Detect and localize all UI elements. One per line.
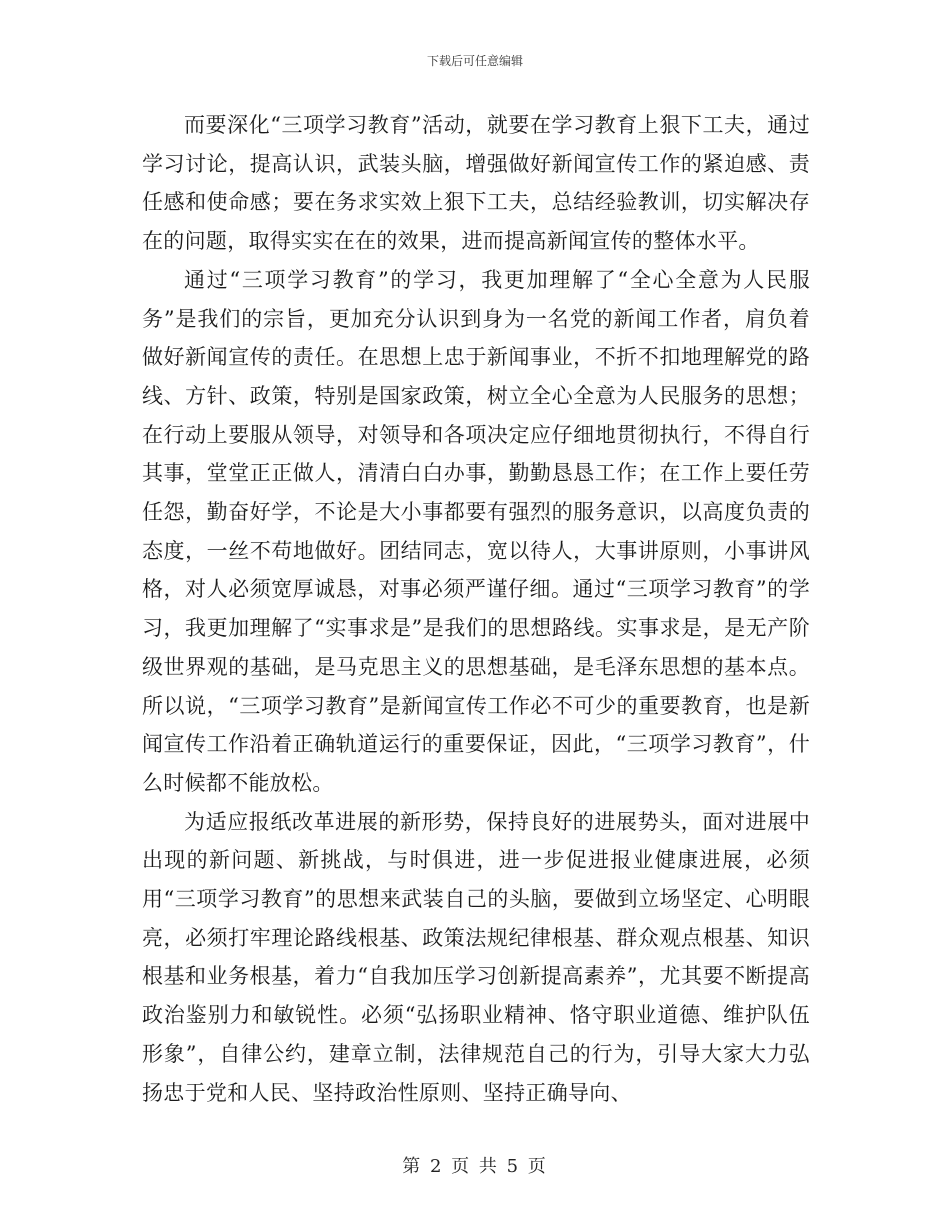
- page-header-note: 下载后可任意编辑: [426, 54, 523, 68]
- paragraph-2: 通过“三项学习教育”的学习，我更加理解了“全心全意为人民服务”是我们的宗旨，更加充分认识到身为一名党的新闻工作者，肩负着做好新闻宣传的责任。在思想上忠于新闻事业，不折不扣地理解党的路线、方针、政策，特别是国家政策，树立全心全意为人民服务的思想；在行动上要服从领导，对领导和各项决定应仔细地贯彻执行，不得自行其事，堂堂正正做人，清清白白办事，勤勤恳恳工作；在工作上要任劳任怨，勤奋好学，不论是大小事都要有强烈的服务意识，以高度负责的态度，一丝不苟地做好。团结同志，宽以待人，大事讲原则，小事讲风格，对人必须宽厚诚恳，对事必须严谨仔细。通过“三项学习教育”的学习，我更加理解了“实事求是”是我们的思想路线。实事求是，是无产阶级世界观的基础，是马克思主义的思想基础，是毛泽东思想的基本点。所以说，“三项学习教育”是新闻宣传工作必不可少的重要教育，也是新闻宣传工作沿着正确轨道运行的重要保证，因此，“三项学习教育”，什么时候都不能放松。: [142, 267, 810, 795]
- paragraph-3: 为适应报纸改革进展的新形势，保持良好的进展势头，面对进展中出现的新问题、新挑战，与时俱进，进一步促进报业健康进展，必须用“三项学习教育”的思想来武装自己的头脑，要做到立场坚定、心明眼亮，必须打牢理论路线根基、政策法规纪律根基、群众观点根基、知识根基和业务根基，着力“自我加压学习创新提高素养”，尤其要不断提高政治鉴别力和敏锐性。必须“弘扬职业精神、恪守职业道德、维护队伍形象”，自律公约，建章立制，法律规范自己的行为，引导大家大力弘扬忠于党和人民、坚持政治性原则、坚持正确导向、: [142, 809, 810, 1105]
- paragraph-1: 而要深化“三项学习教育”活动，就要在学习教育上狠下工夫，通过学习讨论，提高认识，武装头脑，增强做好新闻宣传工作的紧迫感、责任感和使命感；要在务求实效上狠下工夫，总结经验教训，切实解决存在的问题，取得实实在在的效果，进而提高新闻宣传的整体水平。: [142, 113, 810, 254]
- page-number: 第 2 页 共 5 页: [402, 1156, 548, 1177]
- document-body: [142, 106, 810, 1112]
